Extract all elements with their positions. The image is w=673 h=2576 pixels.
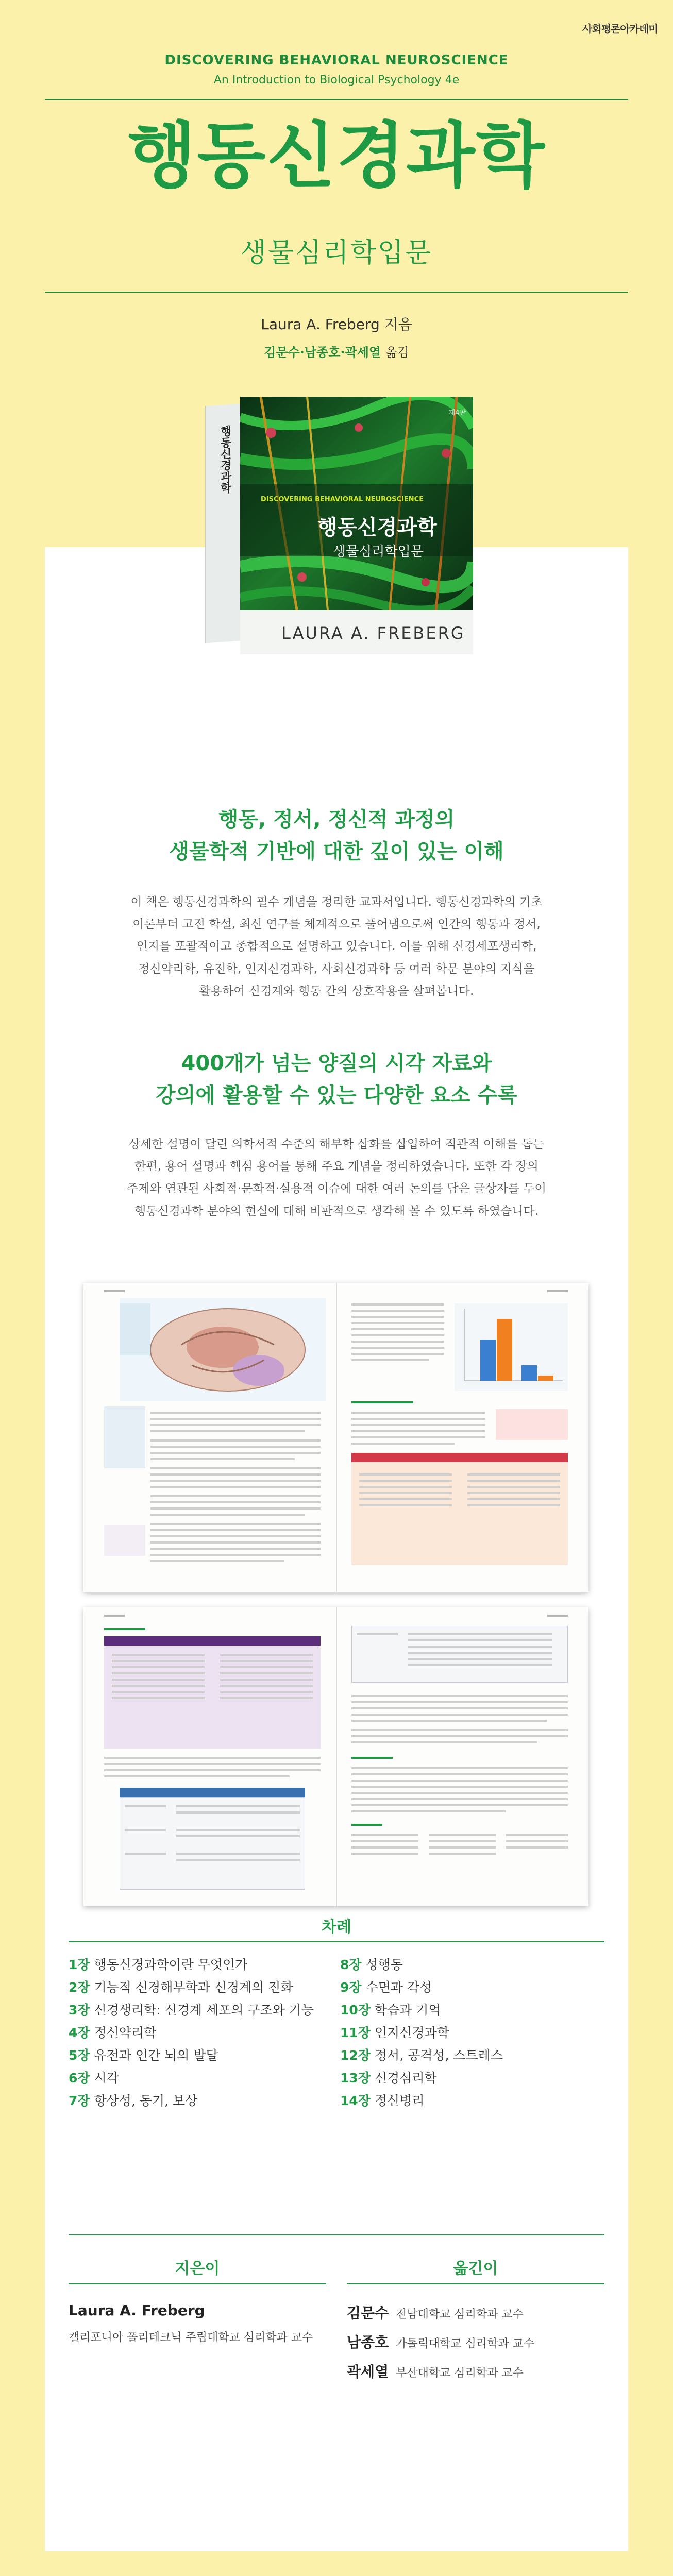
translator-suffix: 옮김 (385, 345, 409, 360)
book-subtitle: 생물심리학입문 (240, 238, 433, 268)
spread-gutter (336, 1607, 337, 1906)
author-desc: 캘리포니아 폴리테크닉 주립대학교 심리학과 교수 (69, 2331, 313, 2344)
section2-heading-line: 강의에 활용할 수 있는 다양한 요소 수록 (156, 1083, 517, 1107)
toc-item[interactable]: 14장 정신병리 (340, 2093, 425, 2108)
publisher-logo-top: 사회평론아카데미 (582, 23, 658, 35)
section1-heading (0, 804, 673, 868)
body-line: 상세한 설명이 달린 의학서적 수준의 해부학 삽화를 삽입하여 직관적 이해를 돕는 (128, 1138, 545, 1151)
toc-rule-top (69, 1941, 604, 1942)
author-name: Laura A. Freberg (261, 316, 380, 333)
section1-body (77, 891, 596, 1003)
toc-item[interactable]: 5장 유전과 인간 뇌의 발달 (69, 2048, 218, 2063)
spread-gutter (336, 1283, 337, 1592)
toc-item[interactable]: 3장 신경생리학: 신경계 세포의 구조와 기능 (69, 2003, 314, 2018)
section2-heading-line: 400개가 넘는 양질의 시각 자료와 (181, 1052, 492, 1075)
section1-heading-line: 행동, 정서, 정신적 과정의 (218, 808, 455, 832)
spine-title: 행동신경과학 (218, 425, 231, 494)
toc-item[interactable]: 2장 기능적 신경해부학과 신경계의 진화 (69, 1980, 293, 1995)
author-line (0, 313, 673, 334)
translator-section-title: 옮긴이 (453, 2260, 498, 2278)
top-rule (45, 99, 628, 100)
section2-heading (0, 1047, 673, 1111)
cover-bottom-band (240, 610, 473, 654)
translator-rule (347, 2283, 604, 2284)
body-line: 한편, 용어 설명과 핵심 용어를 통해 주요 개념을 정리하였습니다. 또한 각 장의 (134, 1160, 539, 1174)
author-rule (69, 2283, 326, 2284)
translator-names: 김문수·남종호·곽세열 (264, 345, 381, 360)
series-subtitle: An Introduction to Biological Psychology 4e (213, 74, 460, 87)
bar-chart-illustration (455, 1303, 568, 1391)
translator-entry: 곽세열 부산대학교 심리학과 교수 (347, 2363, 524, 2380)
body-line: 주제와 연관된 사회적·문화적·실용적 이슈에 대한 여러 논의를 담은 글상자를 두어 (127, 1182, 546, 1196)
cover-edition: 제4판 (448, 409, 466, 417)
translator-entry: 남종호 가톨릭대학교 심리학과 교수 (347, 2334, 535, 2351)
body-line: 이 책은 행동신경과학의 필수 개념을 정리한 교과서입니다. 행동신경과학의 기초 (130, 895, 543, 909)
toc-item[interactable]: 1장 행동신경과학이란 무엇인가 (69, 1957, 248, 1972)
section2-body (77, 1133, 596, 1223)
body-line: 이론부터 고전 학설, 최신 연구를 체계적으로 풀어냄으로써 인간의 행동과 정서, (132, 918, 541, 931)
series-title: DISCOVERING BEHAVIORAL NEUROSCIENCE (164, 53, 509, 68)
author-section-title: 지은이 (175, 2260, 220, 2278)
translator-entry: 김문수 전남대학교 심리학과 교수 (347, 2304, 524, 2321)
toc-item[interactable]: 4장 정신약리학 (69, 2025, 157, 2040)
toc-rule-bottom (69, 2234, 604, 2235)
toc-item[interactable]: 7장 항상성, 동기, 보상 (69, 2093, 198, 2108)
author-suffix: 지음 (384, 316, 412, 333)
toc-item[interactable]: 10장 학습과 기억 (340, 2003, 441, 2018)
title-rule (45, 292, 628, 293)
toc-left-column (69, 1954, 336, 2112)
cover-en-title: DISCOVERING BEHAVIORAL NEUROSCIENCE (261, 496, 424, 503)
toc-title: 차례 (322, 1918, 351, 1936)
cover-subtitle: 생물심리학입문 (333, 544, 424, 560)
toc-item[interactable]: 11장 인지신경과학 (340, 2025, 449, 2040)
book-cover (240, 397, 473, 654)
toc-right-column (340, 1954, 598, 2112)
cover-author: LAURA A. FREBERG (281, 623, 465, 643)
toc-item[interactable]: 9장 수면과 각성 (340, 1980, 432, 1995)
section1-heading-line: 생물학적 기반에 대한 깊이 있는 이해 (169, 840, 504, 863)
body-line: 행동신경과학 분야의 현실에 대해 비판적으로 생각해 볼 수 있도록 하였습니다. (134, 1204, 539, 1218)
book-title: 행동신경과학 (127, 114, 546, 197)
toc-item[interactable]: 13장 신경심리학 (340, 2071, 437, 2086)
body-line: 활용하여 신경계와 행동 간의 상호작용을 살펴봅니다. (199, 984, 474, 998)
cover-title: 행동신경과학 (317, 516, 437, 539)
body-line: 정신약리학, 유전학, 인지신경과학, 사회신경과학 등 여러 학문 분야의 지식을 (138, 962, 535, 976)
sample-spread-1 (83, 1283, 588, 1592)
translator-line (0, 342, 673, 360)
book-spine (205, 404, 241, 643)
sample-spread-2 (83, 1607, 588, 1906)
brain-illustration (120, 1298, 326, 1401)
body-line: 인지를 포괄적이고 종합적으로 설명하고 있습니다. 이를 위해 신경세포생리학, (136, 940, 537, 954)
toc-item[interactable]: 12장 정서, 공격성, 스트레스 (340, 2048, 503, 2063)
author-name-bottom: Laura A. Freberg (69, 2302, 205, 2319)
toc-item[interactable]: 6장 시각 (69, 2071, 119, 2086)
toc-item[interactable]: 8장 성행동 (340, 1957, 403, 1972)
